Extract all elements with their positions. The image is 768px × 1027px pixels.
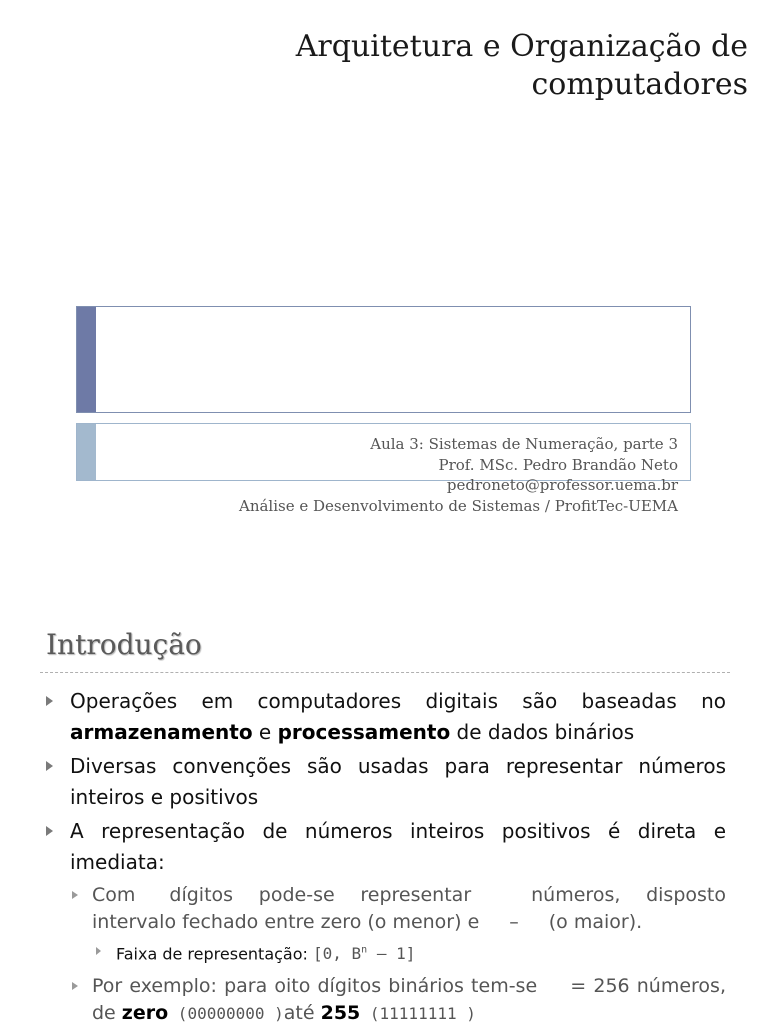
subtitle-accent-bar: [77, 424, 96, 480]
sub-bullet-text: de: [92, 1002, 122, 1025]
sub-bullet-text: Por exemplo: para oito dígitos binários tem-se: [92, 975, 538, 998]
sub-bullet-text: Com: [92, 884, 136, 906]
course: Análise e Desenvolvimento de Sistemas / ProfitTec-UEMA: [239, 496, 678, 515]
bullet-operations: [46, 686, 726, 748]
title-accent-bar: [77, 307, 96, 412]
sub-bullet-text: números, disposto intervalo fechado entre zero (o menor) e: [92, 884, 726, 933]
bullet-arrow-icon: [46, 761, 53, 771]
bullet-conventions: [46, 751, 726, 813]
sub-bullet-arrow-icon: [72, 982, 78, 990]
sub-bullet-text: (o maior).: [548, 911, 643, 933]
sub-sub-bullet-range: [92, 936, 726, 969]
binary-code: (11111111 ): [360, 1004, 476, 1024]
email: pedroneto@professor.uema.br: [446, 476, 678, 494]
bullet-list: [46, 686, 726, 1027]
range-value: [0, $B^n - 1$]: [313, 944, 416, 964]
bullet-text: Diversas convenções são usadas para representar números inteiros e positivos: [70, 754, 726, 809]
sub-bullet-bold: zero: [121, 1002, 169, 1025]
sub-sub-bullet-arrow-icon: [96, 947, 101, 955]
intro-heading: Introdução: [46, 628, 202, 661]
bullet-bold: processamento: [277, 720, 451, 744]
sub-bullet-text: até: [283, 1002, 321, 1025]
intro-slide: [0, 620, 768, 1024]
bullet-text: e: [252, 720, 278, 744]
title-box: [76, 306, 691, 413]
bullet-text: A representação de números inteiros positivos é direta e imediata:: [70, 819, 726, 874]
subtitle-block: [239, 434, 678, 516]
sub-bullet-text: dígitos pode-se representar: [169, 884, 472, 906]
range-label: Faixa de representação:: [116, 944, 308, 964]
bullet-text: de dados binários: [450, 720, 635, 744]
sub-bullet-bold: 255: [320, 1002, 361, 1025]
subtitle: Aula 3: Sistemas de Numeração, parte 3: [370, 435, 678, 453]
bullet-representation: [46, 816, 726, 878]
author: Prof. MSc. Pedro Brandão Neto: [438, 455, 678, 474]
sub-bullet-example: [70, 973, 726, 1027]
sub-bullet-arrow-icon: [72, 891, 78, 899]
title-line-1: Arquitetura e Organização de: [295, 29, 748, 64]
sub-bullet-text: –: [509, 911, 519, 933]
bullet-arrow-icon: [46, 826, 53, 836]
bullet-text: Operações em computadores digitais são baseadas no: [70, 689, 726, 713]
title-line-2: computadores: [531, 67, 748, 102]
slide-title: [188, 28, 748, 104]
heading-divider: [40, 672, 730, 673]
sub-bullet-text: = 256 números,: [563, 975, 726, 998]
bullet-arrow-icon: [46, 696, 53, 706]
binary-code: (00000000 ): [168, 1004, 284, 1024]
sub-bullet-digits: [70, 882, 726, 936]
bullet-bold: armazenamento: [70, 720, 253, 744]
